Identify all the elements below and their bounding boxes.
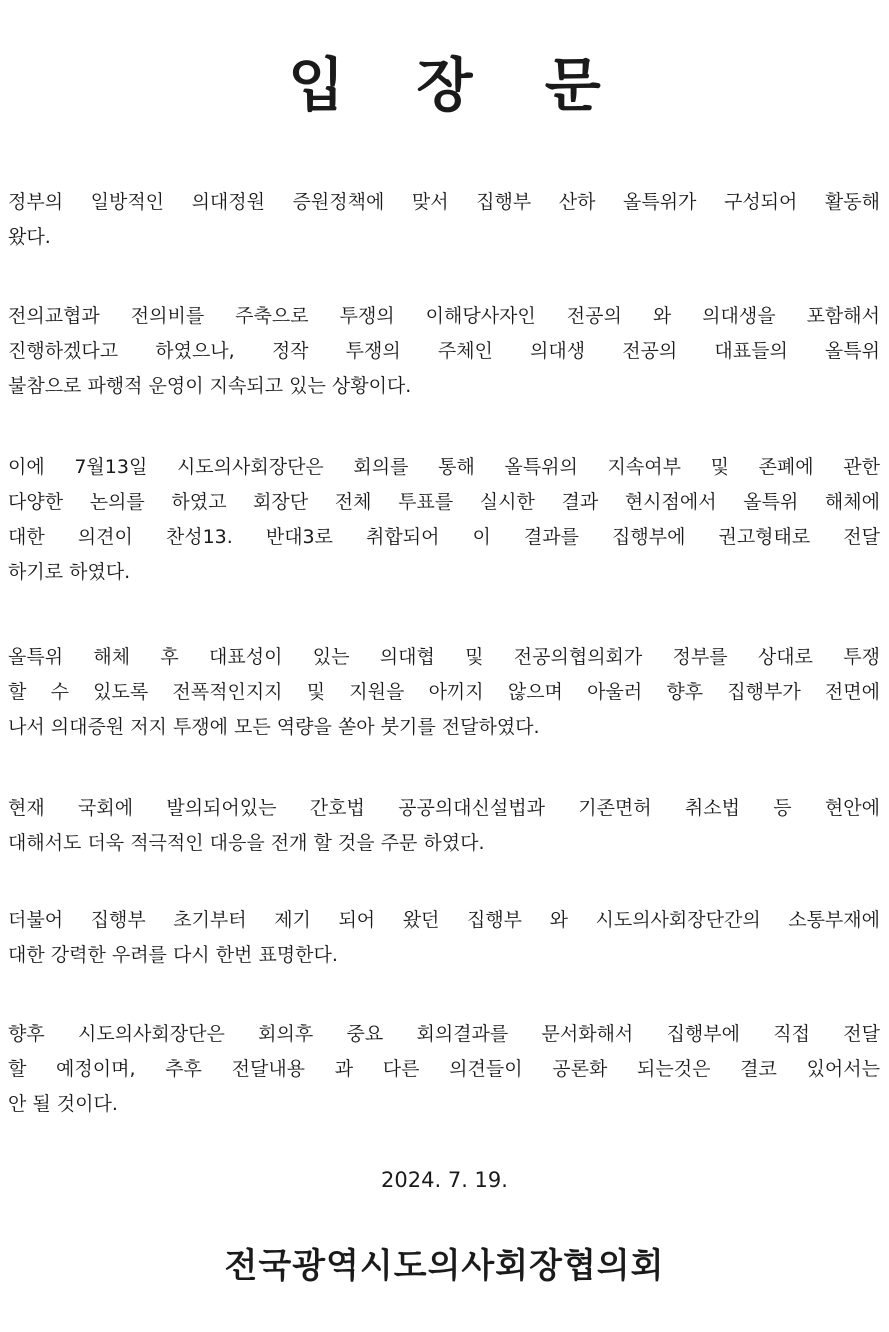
organization-name: 전국광역시도의사회장협의회 (224, 1246, 665, 1286)
paragraph-line: 할 수 있도록 전폭적인지지 및 지원을 아끼지 않으며 아울러 향후 집행부가 전면에 (8, 681, 880, 703)
paragraph-line: 할 예정이며, 추후 전달내용 과 다른 의견들이 공론화 되는것은 결코 있어서는 (8, 1058, 880, 1080)
paragraph-2 (8, 299, 880, 404)
paragraph-line: 현재 국회에 발의되어있는 간호법 공공의대신설법과 기존면허 취소법 등 현안에 (8, 797, 880, 819)
document-date: 2024. 7. 19. (381, 1168, 508, 1192)
paragraph-line: 정부의 일방적인 의대정원 증원정책에 맞서 집행부 산하 올특위가 구성되어 활동해 (8, 191, 880, 213)
paragraph-line: 대해서도 더욱 적극적인 대응을 전개 할 것을 주문 하였다. (8, 832, 485, 854)
paragraph-3 (8, 450, 880, 590)
paragraph-line: 하기로 하였다. (8, 561, 131, 583)
paragraph-1 (8, 185, 880, 255)
paragraph-line: 왔다. (8, 226, 51, 248)
paragraph-line: 대한 강력한 우려를 다시 한번 표명한다. (8, 944, 338, 966)
paragraph-line: 안 될 것이다. (8, 1093, 118, 1115)
paragraph-line: 대한 의견이 찬성13. 반대3로 취합되어 이 결과를 집행부에 권고형태로 전달 (8, 526, 880, 548)
paragraph-4 (8, 640, 880, 745)
paragraph-line: 이에 7월13일 시도의사회장단은 회의를 통해 올특위의 지속여부 및 존폐에 관한 (8, 456, 880, 478)
paragraph-line: 향후 시도의사회장단은 회의후 중요 회의결과를 문서화해서 집행부에 직접 전달 (8, 1023, 880, 1045)
paragraph-5 (8, 791, 880, 861)
paragraph-line: 다양한 논의를 하였고 회장단 전체 투표를 실시한 결과 현시점에서 올특위 해체에 (8, 491, 880, 513)
paragraph-line: 전의교협과 전의비를 주축으로 투쟁의 이해당사자인 전공의 와 의대생을 포함해서 (8, 305, 880, 327)
paragraph-6 (8, 903, 880, 973)
paragraph-7 (8, 1017, 880, 1122)
document-title: 입 장 문 (288, 51, 627, 119)
paragraph-line: 올특위 해체 후 대표성이 있는 의대협 및 전공의협의회가 정부를 상대로 투쟁 (8, 646, 880, 668)
paragraph-line: 진행하겠다고 하였으나, 정작 투쟁의 주체인 의대생 전공의 대표들의 올특위 (8, 340, 880, 362)
paragraph-line: 나서 의대증원 저지 투쟁에 모든 역량을 쏟아 붓기를 전달하였다. (8, 716, 540, 738)
paragraph-line: 더불어 집행부 초기부터 제기 되어 왔던 집행부 와 시도의사회장단간의 소통부재에 (8, 909, 880, 931)
paragraph-line: 불참으로 파행적 운영이 지속되고 있는 상황이다. (8, 375, 412, 397)
